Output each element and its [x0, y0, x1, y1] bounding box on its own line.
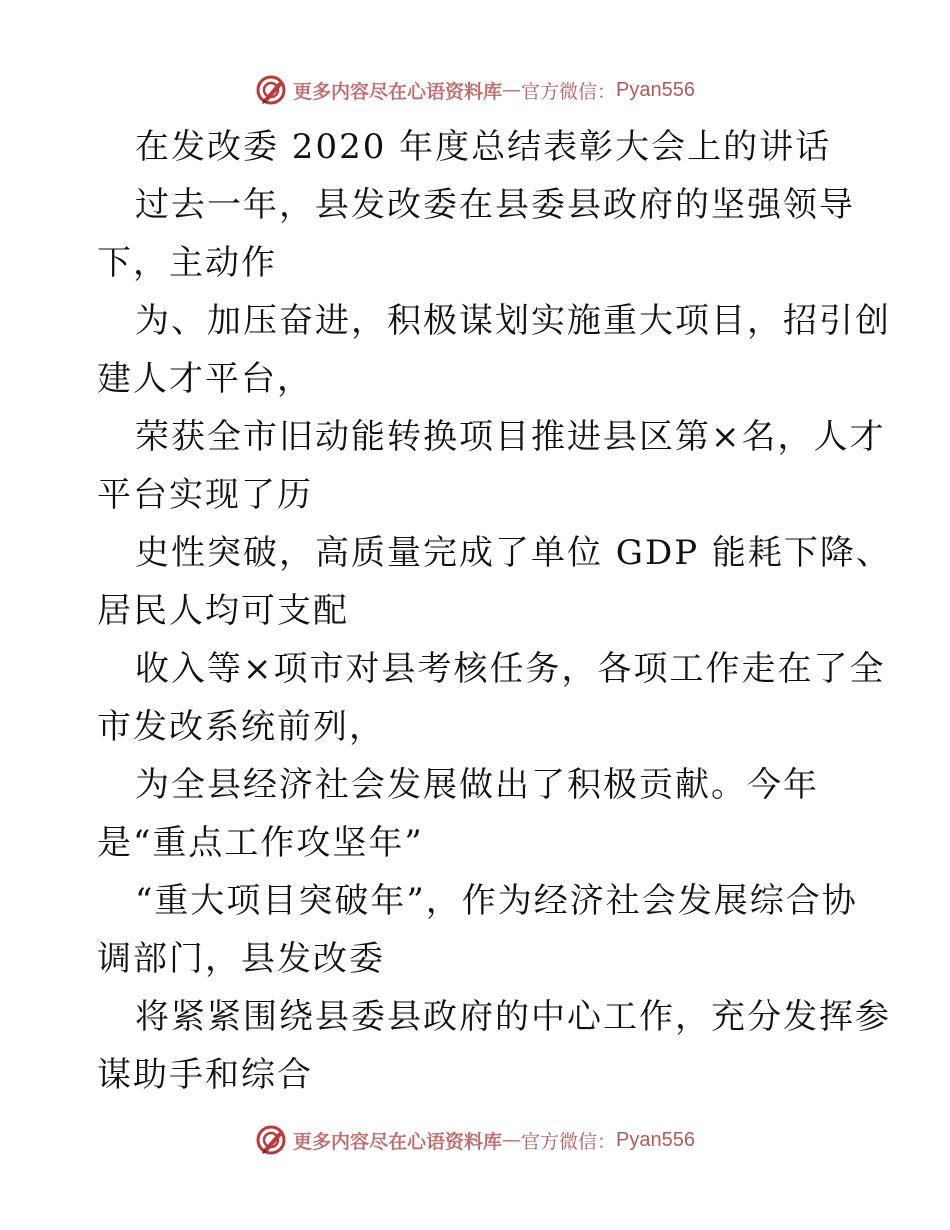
banner-wechat-label: 官方微信：: [521, 80, 617, 103]
doc-line: 为、加压奋进，积极谋划实施重大项目，招引创: [135, 301, 891, 341]
pen-logo-icon: [255, 1124, 287, 1156]
doc-line: 建人才平台，: [97, 359, 313, 399]
banner-wechat-id: Pyan556: [616, 1128, 695, 1151]
footer-banner: [0, 1120, 950, 1160]
banner-wechat-id: Pyan556: [616, 78, 695, 101]
doc-line: 为全县经济社会发展做出了积极贡献。今年: [135, 765, 819, 805]
banner-dash: —: [502, 79, 522, 101]
header-banner: [0, 70, 950, 110]
doc-line: 居民人均可支配: [97, 591, 349, 631]
doc-line: 平台实现了历: [97, 475, 313, 515]
pen-logo-icon: [255, 74, 287, 106]
doc-line: 荣获全市旧动能转换项目推进县区第×名，人才: [135, 417, 886, 457]
banner-dash: —: [502, 1129, 522, 1151]
doc-line: 史性突破，高质量完成了单位 GDP 能耗下降、: [135, 533, 892, 573]
banner-slogan: 更多内容尽在心语资料库: [293, 1130, 503, 1153]
doc-line: 是“重点工作攻坚年”: [97, 823, 424, 863]
banner-slogan: 更多内容尽在心语资料库: [293, 80, 503, 103]
doc-line: “重大项目突破年”，作为经济社会发展综合协: [135, 881, 858, 921]
doc-title: 在发改委 2020 年度总结表彰大会上的讲话: [135, 127, 832, 167]
doc-line: 过去一年，县发改委在县委县政府的坚强领导: [135, 185, 855, 225]
doc-line: 将紧紧围绕县委县政府的中心工作，充分发挥参: [135, 997, 891, 1037]
doc-line: 调部门，县发改委: [97, 939, 385, 979]
banner-wechat-label: 官方微信：: [521, 1130, 617, 1153]
doc-line: 下，主动作: [97, 243, 277, 283]
doc-line: 谋助手和综合: [97, 1055, 313, 1095]
doc-line: 市发改系统前列，: [97, 707, 385, 747]
doc-line: 收入等×项市对县考核任务，各项工作走在了全: [135, 649, 886, 689]
